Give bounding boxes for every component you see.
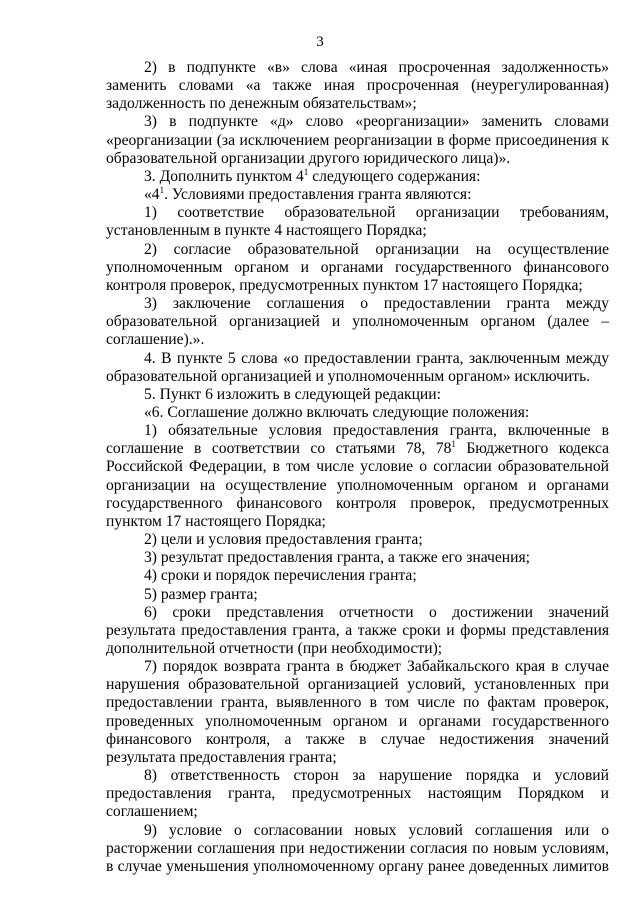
- document-body: [106, 59, 609, 876]
- page-number: 3: [316, 34, 324, 50]
- paragraph-point-4-1-text-b: . Условиями предоставления гранта являются:: [164, 186, 472, 204]
- paragraph-item-3-text-a: 3. Дополнить пунктом 4: [144, 167, 304, 185]
- paragraph-condition-1: 1) соответствие образовательной организации требованиям, установленным в пункте 4 настоящего Порядка;: [106, 204, 609, 240]
- paragraph-item-3: [106, 168, 609, 186]
- paragraph-provision-2: 2) цели и условия предоставления гранта;: [144, 531, 423, 549]
- paragraph-provision-8: 8) ответственность сторон за нарушение порядка и условий предоставления гранта, предусмотренных настоящим Порядком и соглашением;: [106, 767, 609, 821]
- paragraph-subpoint-2: 2) в подпункте «в» слова «иная просроченная задолженность» заменить словами «а также иная просроченная (неурегулированная) задолженность по денежным обязательствам»;: [106, 59, 609, 113]
- paragraph-provision-1-text-a: 1) обязательные условия предоставления гранта, включенные в соглашение в соответствии со статьями 78, 78: [106, 422, 609, 458]
- superscript: 1: [159, 185, 165, 196]
- paragraph-point-6: «6. Соглашение должно включать следующие положения:: [144, 403, 530, 421]
- paragraph-condition-2: 2) согласие образовательной организации на осуществление уполномоченным органом и органами государственного финансового контроля проверок, предусмотренных пунктом 17 настоящего Порядка;: [106, 240, 609, 294]
- paragraph-provision-1-text-b: Бюджетного кодекса Российской Федерации, в том числе условие о согласии образовательной организации на осуществление уполномоченным органом и органами государственного финансового контроля проверок, предусмотренных пунктом 17 настоящего Порядка;: [106, 440, 609, 530]
- paragraph-point-4-1-text-a: «4: [144, 186, 160, 204]
- paragraph-item-4: 4. В пункте 5 слова «о предоставлении гранта, заключенным между образовательной организацией и уполномоченным органом» исключить.: [106, 349, 609, 385]
- paragraph-provision-4: 4) сроки и порядок перечисления гранта;: [144, 567, 417, 585]
- paragraph-provision-3: 3) результат предоставления гранта, а также его значения;: [144, 549, 530, 567]
- paragraph-item-5: 5. Пункт 6 изложить в следующей редакции:: [144, 385, 441, 403]
- paragraph-condition-3: 3) заключение соглашения о предоставлении гранта между образовательной организацией и уполномоченным органом (далее – соглашение).».: [106, 295, 609, 349]
- paragraph-provision-1: [106, 422, 609, 531]
- paragraph-provision-5: 5) размер гранта;: [144, 585, 258, 603]
- superscript: 1: [451, 439, 456, 450]
- paragraph-provision-7: 7) порядок возврата гранта в бюджет Забайкальского края в случае нарушения образовательной организацией условий, установленных при предоставлении гранта, выявленного в том числе по фактам проверок, проведенных уполномоченным органом и органами государственного финансового контроля, а также в случае недостижения значений результата предоставления гранта;: [106, 658, 609, 766]
- paragraph-subpoint-3: 3) в подпункте «д» слово «реорганизации» заменить словами «реорганизации (за исключением реорганизации в форме присоединения к образовательной организации другого юридического лица)».: [106, 113, 609, 167]
- paragraph-item-3-text-b: следующего содержания:: [308, 167, 481, 185]
- superscript: 1: [303, 166, 309, 177]
- paragraph-provision-9: 9) условие о согласовании новых условий соглашения или о расторжении соглашения при недостижении согласия по новым условиям, в случае уменьшения уполномоченному органу ранее доведенных лимитов: [106, 821, 609, 875]
- paragraph-provision-6: 6) сроки представления отчетности о достижении значений результата предоставления гранта, а также сроки и формы представления дополнительной отчетности (при необходимости);: [106, 603, 609, 657]
- paragraph-point-4-1: [106, 186, 609, 204]
